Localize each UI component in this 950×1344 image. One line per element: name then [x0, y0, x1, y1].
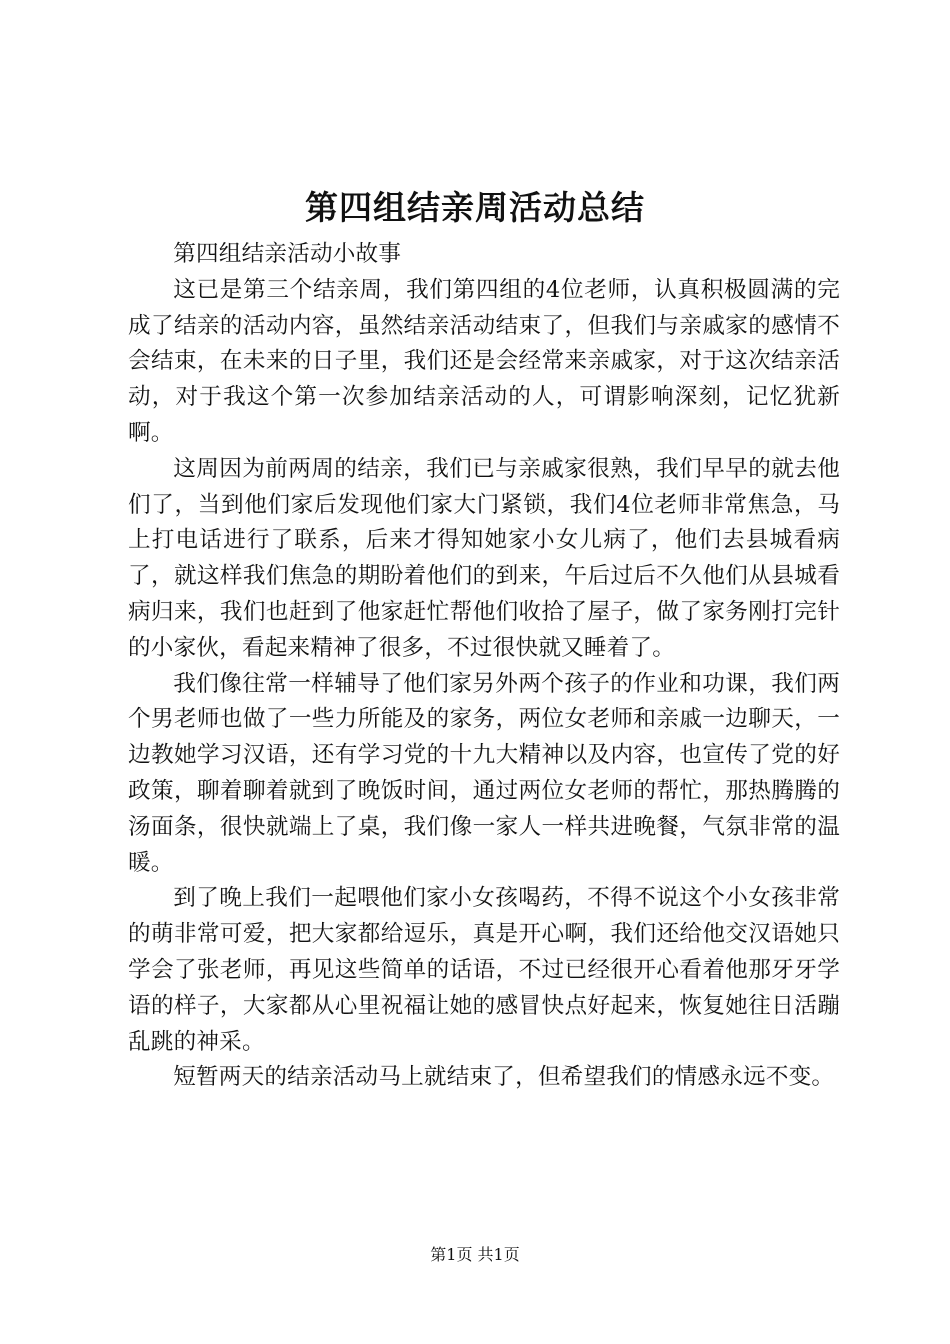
page-footer: 第1页 共1页	[430, 1245, 520, 1264]
paragraph: 我们像往常一样辅导了他们家另外两个孩子的作业和功课，我们两个男老师也做了一些力所能及的家务，两位女老师和亲戚一边聊天，一边教她学习汉语，还有学习党的十九大精神以及内容，也宣传了党的好政策，聊着聊着就到了晚饭时间，通过两位女老师的帮忙，那热腾腾的汤面条，很快就端上了桌，我们像一家人一样共进晚餐，气氛非常的温暖。	[128, 670, 840, 876]
paragraph: 这周因为前两周的结亲，我们已与亲戚家很熟，我们早早的就去他们了，当到他们家后发现他们家大门紧锁，我们4位老师非常焦急，马上打电话进行了联系，后来才得知她家小女儿病了，他们去县城看病了，就这样我们焦急的期盼着他们的到来，午后过后不久他们从县城看病归来，我们也赶到了他家赶忙帮他们收拾了屋子，做了家务刚打完针的小家伙，看起来精神了很多，不过很快就又睡着了。	[128, 455, 840, 661]
document-title: 第四组结亲周活动总结	[305, 188, 645, 227]
paragraph: 短暂两天的结亲活动马上就结束了，但希望我们的情感永远不变。	[173, 1064, 835, 1091]
paragraph: 这已是第三个结亲周，我们第四组的4位老师，认真积极圆满的完成了结亲的活动内容，虽然结亲活动结束了，但我们与亲戚家的感情不会结束，在未来的日子里，我们还是会经常来亲戚家，对于这次结亲活动，对于我这个第一次参加结亲活动的人，可谓影响深刻，记忆犹新啊。	[128, 276, 840, 446]
paragraph-subtitle: 第四组结亲活动小故事	[173, 241, 402, 267]
paragraph: 到了晚上我们一起喂他们家小女孩喝药，不得不说这个小女孩非常的萌非常可爱，把大家都给逗乐，真是开心啊，我们还给他交汉语她只学会了张老师，再见这些简单的话语，不过已经很开心看着他那牙牙学语的样子，大家都从心里祝福让她的感冒快点好起来，恢复她往日活蹦乱跳的神采。	[128, 885, 840, 1055]
document-body	[128, 237, 840, 1096]
